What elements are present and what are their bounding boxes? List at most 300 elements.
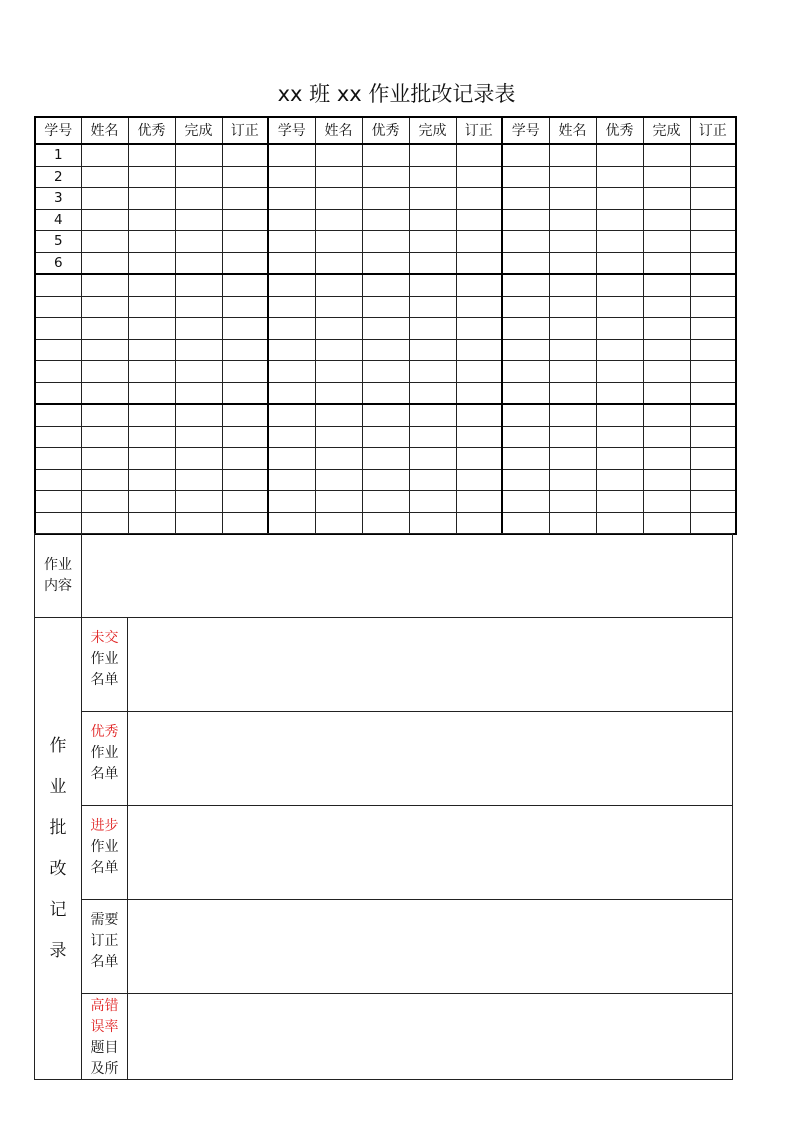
grid-cell[interactable]	[81, 426, 128, 448]
record-table	[34, 533, 733, 1080]
grid-cell[interactable]	[456, 296, 502, 318]
grid-cell[interactable]	[456, 274, 502, 296]
grid-cell[interactable]	[549, 382, 596, 404]
grid-cell[interactable]	[409, 512, 456, 534]
grid-cell[interactable]	[643, 274, 690, 296]
grid-cell[interactable]	[502, 339, 549, 361]
grid-cell[interactable]	[643, 361, 690, 383]
grid-cell[interactable]	[690, 382, 736, 404]
grid-cell[interactable]	[409, 361, 456, 383]
grid-cell[interactable]	[268, 361, 315, 383]
grid-cell[interactable]	[268, 339, 315, 361]
grid-cell[interactable]	[502, 512, 549, 534]
grid-cell[interactable]	[128, 296, 175, 318]
grid-cell[interactable]	[409, 382, 456, 404]
table-row	[35, 404, 736, 426]
record-entry-3[interactable]	[128, 900, 733, 994]
row-number: 4	[35, 209, 81, 231]
grid-cell[interactable]	[409, 339, 456, 361]
grid-cell[interactable]	[35, 382, 81, 404]
grid-cell[interactable]	[222, 166, 268, 188]
table-row	[35, 361, 736, 383]
grid-cell[interactable]	[315, 469, 362, 491]
grid-cell[interactable]	[268, 469, 315, 491]
grid-cell[interactable]	[128, 209, 175, 231]
grid-cell[interactable]	[362, 188, 409, 210]
grid-cell[interactable]	[128, 382, 175, 404]
grid-cell[interactable]	[456, 426, 502, 448]
grid-cell[interactable]	[502, 469, 549, 491]
grid-cell[interactable]	[456, 339, 502, 361]
grid-cell[interactable]	[315, 318, 362, 340]
grid-cell[interactable]	[690, 426, 736, 448]
grid-cell[interactable]	[502, 361, 549, 383]
grid-cell[interactable]	[222, 361, 268, 383]
grid-cell[interactable]	[315, 404, 362, 426]
grid-cell[interactable]	[596, 426, 643, 448]
grid-cell[interactable]	[690, 491, 736, 513]
grid-cell[interactable]	[81, 469, 128, 491]
grid-cell[interactable]	[502, 252, 549, 274]
grid-cell[interactable]	[81, 448, 128, 470]
grid-cell[interactable]	[362, 318, 409, 340]
record-entry-2[interactable]	[128, 806, 733, 900]
grid-cell[interactable]	[35, 274, 81, 296]
grid-cell[interactable]	[549, 231, 596, 253]
grid-cell[interactable]	[456, 512, 502, 534]
grid-cell[interactable]	[175, 209, 222, 231]
grid-cell[interactable]	[409, 231, 456, 253]
grid-cell[interactable]	[643, 166, 690, 188]
grid-cell[interactable]	[596, 209, 643, 231]
grid-cell[interactable]	[81, 188, 128, 210]
grid-cell[interactable]	[643, 318, 690, 340]
grid-cell[interactable]	[315, 361, 362, 383]
grid-cell[interactable]	[456, 252, 502, 274]
grid-cell[interactable]	[643, 144, 690, 166]
grid-cell[interactable]	[222, 252, 268, 274]
grid-cell[interactable]	[549, 512, 596, 534]
grid-cell[interactable]	[456, 231, 502, 253]
grid-cell[interactable]	[315, 144, 362, 166]
grid-cell[interactable]	[222, 469, 268, 491]
grid-cell[interactable]	[315, 231, 362, 253]
grid-cell[interactable]	[315, 339, 362, 361]
grid-cell[interactable]	[362, 252, 409, 274]
grid-cell[interactable]	[596, 404, 643, 426]
grid-cell[interactable]	[643, 448, 690, 470]
grid-cell[interactable]	[690, 188, 736, 210]
grid-cell[interactable]	[409, 404, 456, 426]
column-header: 学号	[268, 117, 315, 144]
grid-cell[interactable]	[362, 426, 409, 448]
grid-cell[interactable]	[690, 144, 736, 166]
grid-cell[interactable]	[222, 231, 268, 253]
grid-cell[interactable]	[81, 296, 128, 318]
grid-cell[interactable]	[596, 231, 643, 253]
grid-cell[interactable]	[362, 339, 409, 361]
table-row	[35, 318, 736, 340]
grid-cell[interactable]	[128, 318, 175, 340]
grid-cell[interactable]	[175, 296, 222, 318]
grid-cell[interactable]	[128, 361, 175, 383]
header-row	[35, 117, 736, 144]
grid-cell[interactable]	[362, 512, 409, 534]
page-title: xx 班 xx 作业批改记录表	[277, 82, 516, 106]
grid-cell[interactable]	[81, 361, 128, 383]
grid-cell[interactable]	[596, 318, 643, 340]
column-header: 完成	[409, 117, 456, 144]
grid-cell[interactable]	[268, 512, 315, 534]
table-row	[35, 166, 736, 188]
grid-cell[interactable]	[643, 252, 690, 274]
grid-cell[interactable]	[128, 144, 175, 166]
grid-cell[interactable]	[175, 491, 222, 513]
grid-cell[interactable]	[690, 318, 736, 340]
grid-cell[interactable]	[222, 448, 268, 470]
grid-cell[interactable]	[81, 404, 128, 426]
grid-cell[interactable]	[222, 382, 268, 404]
grid-cell[interactable]	[549, 209, 596, 231]
grid-cell[interactable]	[128, 404, 175, 426]
column-header: 优秀	[596, 117, 643, 144]
grid-cell[interactable]	[175, 361, 222, 383]
grid-cell[interactable]	[549, 361, 596, 383]
grid-cell[interactable]	[175, 252, 222, 274]
grid-cell[interactable]	[362, 296, 409, 318]
grid-cell[interactable]	[175, 318, 222, 340]
grid-cell[interactable]	[35, 512, 81, 534]
table-row	[35, 448, 736, 470]
grid-cell[interactable]	[268, 209, 315, 231]
grid-cell[interactable]	[502, 448, 549, 470]
grid-cell[interactable]	[409, 144, 456, 166]
grid-cell[interactable]	[362, 491, 409, 513]
grid-cell[interactable]	[549, 426, 596, 448]
grid-cell[interactable]	[81, 318, 128, 340]
grid-cell[interactable]	[315, 448, 362, 470]
grid-cell[interactable]	[643, 491, 690, 513]
grid-cell[interactable]	[596, 491, 643, 513]
homework-content-area[interactable]	[82, 534, 733, 618]
grid-cell[interactable]	[175, 188, 222, 210]
grid-cell[interactable]	[596, 296, 643, 318]
grid-cell[interactable]	[268, 318, 315, 340]
grid-cell[interactable]	[502, 404, 549, 426]
grid-cell[interactable]	[128, 469, 175, 491]
grid-cell[interactable]	[35, 448, 81, 470]
record-label-1: 优秀 作业 名单	[82, 712, 128, 806]
grid-cell[interactable]	[409, 209, 456, 231]
grid-cell[interactable]	[549, 252, 596, 274]
grid-cell[interactable]	[268, 426, 315, 448]
grid-cell[interactable]	[175, 404, 222, 426]
grid-cell[interactable]	[81, 491, 128, 513]
grid-cell[interactable]	[268, 382, 315, 404]
grid-cell[interactable]	[175, 144, 222, 166]
grid-cell[interactable]	[222, 404, 268, 426]
grid-cell[interactable]	[362, 209, 409, 231]
grid-cell[interactable]	[81, 209, 128, 231]
grid-cell[interactable]	[549, 144, 596, 166]
grid-cell[interactable]	[175, 512, 222, 534]
grid-cell[interactable]	[35, 404, 81, 426]
grid-cell[interactable]	[268, 296, 315, 318]
grid-cell[interactable]	[81, 274, 128, 296]
grid-cell[interactable]	[362, 448, 409, 470]
column-header: 订正	[222, 117, 268, 144]
grid-cell[interactable]	[690, 469, 736, 491]
grid-cell[interactable]	[128, 339, 175, 361]
record-section-char: 记	[49, 899, 67, 920]
grid-cell[interactable]	[268, 188, 315, 210]
grid-cell[interactable]	[502, 318, 549, 340]
row-number: 3	[35, 188, 81, 210]
grid-cell[interactable]	[362, 144, 409, 166]
grid-cell[interactable]	[643, 296, 690, 318]
grid-cell[interactable]	[549, 339, 596, 361]
grid-cell[interactable]	[315, 209, 362, 231]
grid-cell[interactable]	[502, 382, 549, 404]
record-label-0: 未交 作业 名单	[82, 618, 128, 712]
grid-cell[interactable]	[81, 512, 128, 534]
grid-cell[interactable]	[315, 512, 362, 534]
grid-cell[interactable]	[222, 512, 268, 534]
grid-cell[interactable]	[268, 144, 315, 166]
grid-cell[interactable]	[502, 166, 549, 188]
grid-cell[interactable]	[502, 231, 549, 253]
grid-cell[interactable]	[268, 491, 315, 513]
grid-cell[interactable]	[315, 382, 362, 404]
grid-cell[interactable]	[456, 448, 502, 470]
grid-cell[interactable]	[456, 318, 502, 340]
grid-cell[interactable]	[315, 296, 362, 318]
grid-cell[interactable]	[35, 318, 81, 340]
grid-cell[interactable]	[690, 231, 736, 253]
record-entry-0[interactable]	[128, 618, 733, 712]
grid-cell[interactable]	[268, 404, 315, 426]
column-header: 优秀	[128, 117, 175, 144]
grid-cell[interactable]	[409, 491, 456, 513]
record-entry-4[interactable]	[128, 994, 733, 1080]
grid-cell[interactable]	[549, 404, 596, 426]
grid-cell[interactable]	[409, 448, 456, 470]
grid-cell[interactable]	[315, 252, 362, 274]
grid-cell[interactable]	[175, 231, 222, 253]
grid-cell[interactable]	[549, 296, 596, 318]
row-number: 6	[35, 252, 81, 274]
grid-cell[interactable]	[409, 426, 456, 448]
grid-cell[interactable]	[690, 296, 736, 318]
grid-cell[interactable]	[128, 491, 175, 513]
grid-cell[interactable]	[456, 469, 502, 491]
column-header: 学号	[502, 117, 549, 144]
grid-cell[interactable]	[690, 448, 736, 470]
grid-cell[interactable]	[222, 188, 268, 210]
grid-cell[interactable]	[81, 231, 128, 253]
grid-cell[interactable]	[596, 469, 643, 491]
grid-cell[interactable]	[643, 339, 690, 361]
grid-cell[interactable]	[175, 426, 222, 448]
grid-cell[interactable]	[175, 166, 222, 188]
grid-cell[interactable]	[643, 188, 690, 210]
grid-cell[interactable]	[362, 469, 409, 491]
grid-cell[interactable]	[549, 318, 596, 340]
grid-cell[interactable]	[643, 426, 690, 448]
grid-cell[interactable]	[362, 166, 409, 188]
grid-cell[interactable]	[222, 318, 268, 340]
column-header: 完成	[643, 117, 690, 144]
grid-cell[interactable]	[409, 274, 456, 296]
grid-cell[interactable]	[81, 339, 128, 361]
grid-cell[interactable]	[315, 166, 362, 188]
grid-cell[interactable]	[456, 144, 502, 166]
table-row	[35, 252, 736, 274]
table-row	[35, 144, 736, 166]
grid-cell[interactable]	[596, 382, 643, 404]
grid-cell[interactable]	[35, 469, 81, 491]
grid-cell[interactable]	[222, 296, 268, 318]
grid-cell[interactable]	[222, 426, 268, 448]
grid-cell[interactable]	[502, 296, 549, 318]
row-number: 2	[35, 166, 81, 188]
grid-cell[interactable]	[128, 426, 175, 448]
grid-cell[interactable]	[35, 491, 81, 513]
grid-cell[interactable]	[596, 274, 643, 296]
grid-cell[interactable]	[128, 231, 175, 253]
grid-cell[interactable]	[643, 512, 690, 534]
grid-cell[interactable]	[35, 339, 81, 361]
grid-cell[interactable]	[502, 188, 549, 210]
grid-cell[interactable]	[315, 188, 362, 210]
grid-cell[interactable]	[81, 144, 128, 166]
grid-cell[interactable]	[643, 404, 690, 426]
grid-cell[interactable]	[222, 274, 268, 296]
grid-cell[interactable]	[315, 426, 362, 448]
grid-cell[interactable]	[596, 339, 643, 361]
grid-cell[interactable]	[409, 469, 456, 491]
grid-cell[interactable]	[315, 274, 362, 296]
grid-cell[interactable]	[690, 361, 736, 383]
grid-cell[interactable]	[175, 448, 222, 470]
grid-cell[interactable]	[315, 491, 362, 513]
grid-cell[interactable]	[175, 339, 222, 361]
grid-cell[interactable]	[596, 252, 643, 274]
grid-cell[interactable]	[128, 512, 175, 534]
grid-cell[interactable]	[409, 296, 456, 318]
grid-cell[interactable]	[596, 448, 643, 470]
grid-cell[interactable]	[596, 166, 643, 188]
grid-cell[interactable]	[690, 512, 736, 534]
grid-cell[interactable]	[596, 361, 643, 383]
grid-cell[interactable]	[128, 166, 175, 188]
record-entry-1[interactable]	[128, 712, 733, 806]
grid-cell[interactable]	[643, 469, 690, 491]
grid-cell[interactable]	[456, 491, 502, 513]
grid-cell[interactable]	[690, 404, 736, 426]
grid-cell[interactable]	[409, 252, 456, 274]
grid-cell[interactable]	[549, 491, 596, 513]
grid-cell[interactable]	[35, 426, 81, 448]
grid-cell[interactable]	[502, 209, 549, 231]
grid-cell[interactable]	[362, 361, 409, 383]
grid-cell[interactable]	[502, 144, 549, 166]
grid-cell[interactable]	[175, 274, 222, 296]
grading-grid	[34, 116, 737, 535]
grid-cell[interactable]	[268, 274, 315, 296]
record-section-char: 录	[49, 940, 67, 961]
grid-cell[interactable]	[268, 448, 315, 470]
grid-cell[interactable]	[222, 491, 268, 513]
table-row	[35, 188, 736, 210]
grid-cell[interactable]	[456, 188, 502, 210]
grid-cell[interactable]	[222, 339, 268, 361]
grid-cell[interactable]	[456, 166, 502, 188]
grid-cell[interactable]	[456, 404, 502, 426]
grid-cell[interactable]	[643, 209, 690, 231]
grid-cell[interactable]	[456, 361, 502, 383]
grid-cell[interactable]	[35, 361, 81, 383]
grid-cell[interactable]	[35, 296, 81, 318]
grid-cell[interactable]	[456, 209, 502, 231]
grid-cell[interactable]	[690, 166, 736, 188]
grid-cell[interactable]	[502, 491, 549, 513]
grid-cell[interactable]	[81, 382, 128, 404]
grid-cell[interactable]	[690, 274, 736, 296]
grid-cell[interactable]	[81, 252, 128, 274]
grid-cell[interactable]	[549, 188, 596, 210]
grid-cell[interactable]	[549, 448, 596, 470]
grid-cell[interactable]	[81, 166, 128, 188]
grid-cell[interactable]	[409, 166, 456, 188]
grid-cell[interactable]	[409, 318, 456, 340]
grid-cell[interactable]	[409, 188, 456, 210]
grid-cell[interactable]	[596, 512, 643, 534]
grid-cell[interactable]	[128, 448, 175, 470]
grid-cell[interactable]	[690, 252, 736, 274]
grid-cell[interactable]	[222, 209, 268, 231]
grid-cell[interactable]	[643, 382, 690, 404]
grid-cell[interactable]	[549, 469, 596, 491]
grid-cell[interactable]	[549, 274, 596, 296]
grid-cell[interactable]	[362, 404, 409, 426]
grid-cell[interactable]	[549, 166, 596, 188]
grid-cell[interactable]	[456, 382, 502, 404]
grid-cell[interactable]	[502, 426, 549, 448]
grid-cell[interactable]	[362, 382, 409, 404]
grid-cell[interactable]	[643, 231, 690, 253]
grid-cell[interactable]	[690, 209, 736, 231]
grid-cell[interactable]	[268, 252, 315, 274]
grid-cell[interactable]	[222, 144, 268, 166]
grid-cell[interactable]	[596, 144, 643, 166]
grid-cell[interactable]	[175, 382, 222, 404]
table-row	[35, 296, 736, 318]
column-header: 订正	[690, 117, 736, 144]
grid-cell[interactable]	[128, 188, 175, 210]
grid-cell[interactable]	[128, 274, 175, 296]
grid-cell[interactable]	[128, 252, 175, 274]
grid-cell[interactable]	[175, 469, 222, 491]
grid-cell[interactable]	[362, 231, 409, 253]
grid-cell[interactable]	[690, 339, 736, 361]
grid-cell[interactable]	[268, 231, 315, 253]
grid-cell[interactable]	[502, 274, 549, 296]
grid-cell[interactable]	[362, 274, 409, 296]
column-header: 姓名	[315, 117, 362, 144]
grid-cell[interactable]	[268, 166, 315, 188]
grid-cell[interactable]	[596, 188, 643, 210]
